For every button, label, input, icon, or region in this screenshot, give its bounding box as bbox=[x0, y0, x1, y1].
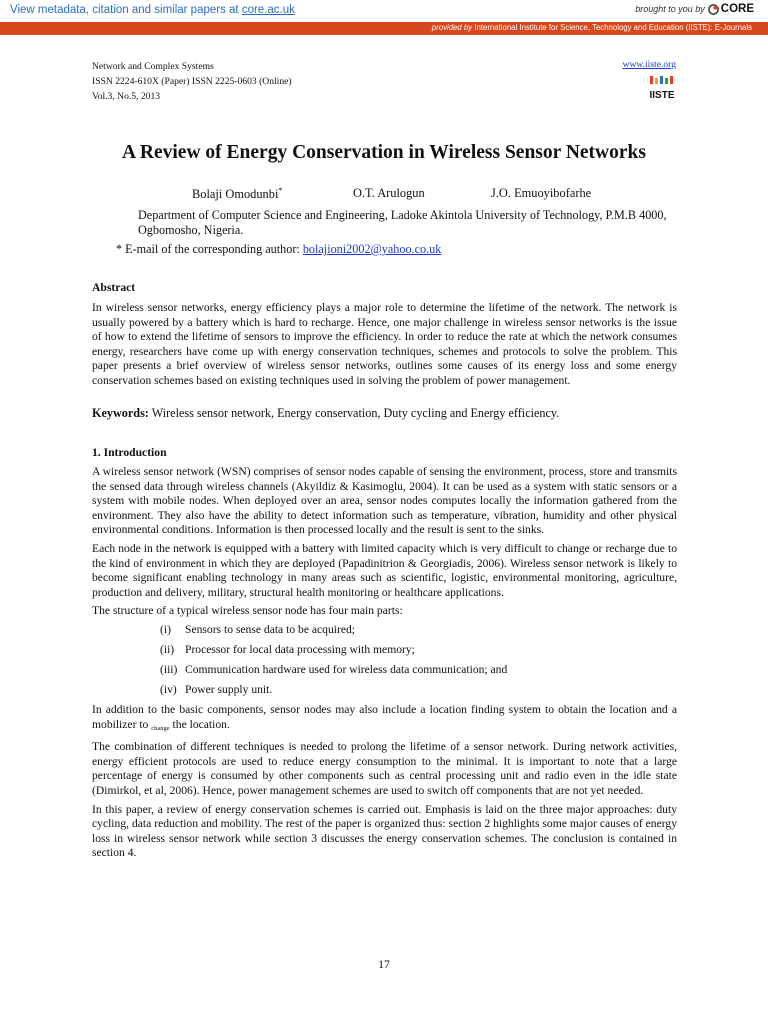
intro-paragraph-4 bbox=[92, 703, 677, 736]
intro-heading bbox=[92, 446, 677, 461]
author-3: J.O. Emuoyibofarhe bbox=[491, 186, 592, 200]
list-item-number: (iii) bbox=[160, 662, 178, 676]
intro-paragraph-2: Each node in the network is equipped with a battery with limited capacity which is very difficult to change or recharge due to the kind of environment in which they are deployed (Papadinitrion & Georgiadis, 2006). Wireless sensor network is likely to become significant enabling technology in many areas such as scientific, logistic, environmental monitoring, agriculture, production and delivery, military, structural health monitoring or healthcare applications. bbox=[92, 541, 677, 599]
keywords-label: Keywords: bbox=[92, 406, 149, 420]
brought-by-text: brought to you by bbox=[635, 4, 705, 14]
list-item bbox=[92, 663, 677, 683]
journal-header bbox=[92, 59, 292, 104]
abstract-body bbox=[92, 301, 677, 393]
p4-part-b: the location. bbox=[169, 717, 230, 731]
keywords-text: Wireless sensor network, Energy conservation, Duty cycling and Energy efficiency. bbox=[148, 406, 560, 420]
author-2: O.T. Arulogun bbox=[353, 186, 425, 200]
intro-body bbox=[92, 465, 677, 865]
page-number: 17 bbox=[378, 957, 390, 971]
intro-paragraph-1: A wireless sensor network (WSN) comprises of sensor nodes capable of sensing the environment, process, store and transmits the sensed data through wireless channels (Akyildiz & Kasimoglu, 2004). It can be used as a system with static sensors or a system with mobile nodes. When deployed over an area, sensor nodes computes locally the information gathered from the environment. They also have the ability to detect information such as temperature, vibration, humidity and other physical environmental conditions. Information is then processed locally and the result is sent to the sinks. bbox=[92, 465, 677, 537]
email-label: * E-mail of the corresponding author: bbox=[116, 242, 303, 256]
list-item-number: (iv) bbox=[160, 682, 177, 696]
p4-part-a: In addition to the basic components, sensor nodes may also include a location finding system to obtain the location and a mobilizer to bbox=[92, 702, 677, 731]
intro-paragraph-3: The structure of a typical wireless sensor node has four main parts: bbox=[92, 604, 403, 618]
journal-website-link[interactable]: www.iiste.org bbox=[622, 59, 676, 70]
journal-name: Network and Complex Systems bbox=[92, 61, 214, 72]
core-metadata-prefix: View metadata, citation and similar papers at bbox=[10, 4, 242, 16]
journal-issn: ISSN 2224-610X (Paper) ISSN 2225-0603 (Online) bbox=[92, 76, 292, 87]
list-item-number: (ii) bbox=[160, 642, 175, 656]
node-parts-list bbox=[92, 623, 677, 703]
abstract-heading bbox=[92, 281, 677, 296]
core-logo-icon bbox=[708, 4, 719, 15]
intro-heading-text: 1. Introduction bbox=[92, 446, 167, 459]
corresponding-email bbox=[116, 242, 441, 257]
core-name: CORE bbox=[720, 3, 754, 15]
core-metadata-link[interactable] bbox=[10, 4, 295, 16]
provider-bar bbox=[0, 22, 768, 35]
iiste-logo-icon bbox=[648, 75, 676, 101]
author-1 bbox=[192, 186, 282, 202]
corresponding-mark: * bbox=[278, 186, 283, 195]
list-item-text: Power supply unit. bbox=[185, 682, 273, 696]
provider-name: International Institute for Science, Technology and Education (IISTE): E-Journals bbox=[474, 23, 752, 32]
logo-text: IISTE bbox=[649, 90, 675, 101]
core-ac-uk-link[interactable]: core.ac.uk bbox=[241, 4, 295, 16]
author-1-name: Bolaji Omodunbi bbox=[192, 187, 279, 202]
core-banner bbox=[0, 0, 768, 23]
list-item-text: Communication hardware used for wireless data communication; and bbox=[185, 662, 508, 676]
provider-text[interactable] bbox=[432, 23, 752, 32]
affiliation: Department of Computer Science and Engineering, Ladoke Akintola University of Technology, P.M.B 4000, Ogbomosho, Nigeria. bbox=[138, 208, 667, 237]
brought-by-core[interactable] bbox=[635, 3, 754, 15]
list-item-text: Sensors to sense data to be acquired; bbox=[185, 622, 355, 636]
list-item bbox=[92, 643, 677, 663]
intro-paragraph-6: In this paper, a review of energy conservation schemes is carried out. Emphasis is laid on the three major approaches: duty cycling, data reduction and mobility. The rest of the paper is organized thus: section 2 highlights some major causes of energy loss in wireless sensor network while section 3 discusses the energy conservation schemes. The conclusion is contained in section 4. bbox=[92, 802, 677, 860]
email-link[interactable]: bolajioni2002@yahoo.co.uk bbox=[302, 242, 442, 256]
provided-by-label: provided by bbox=[431, 23, 473, 32]
keywords bbox=[92, 406, 677, 421]
list-item-number: (i) bbox=[160, 622, 171, 636]
intro-paragraph-5: The combination of different techniques is needed to prolong the lifetime of a sensor network. During network activities, energy efficient protocols are used to reduce energy consumption to the minimal. It is important to note that a large percentage of energy is consumed by other components such as central processing unit and radio even in the idle state (Dimirkol, et al, 2006). Hence, power management schemes are used to switch off components that are not yet needed. bbox=[92, 740, 677, 797]
core-logo bbox=[708, 3, 754, 15]
abstract-text: In wireless sensor networks, energy efficiency plays a major role to determine the lifetime of the network. The network is usually powered by a battery which is hard to recharge. Hence, one major challenge in wireless sensor networks is the issue of how to extend the lifetime of sensors to improve the efficiency. In order to reduce the rate at which the network consumes energy, researchers have come up with energy conservation techniques, schemes and protocols to solve the problem. This paper presents a brief overview of wireless sensor networks, outlines some causes of its energy loss and some energy conservation schemes based on existing techniques used in solving the problem of power management. bbox=[92, 301, 677, 387]
list-item-text: Processor for local data processing with memory; bbox=[185, 642, 415, 656]
p4-small-word: change bbox=[151, 724, 170, 732]
list-item bbox=[92, 683, 677, 703]
paper-title: A Review of Energy Conservation in Wireless Sensor Networks bbox=[122, 142, 646, 163]
journal-volume: Vol.3, No.5, 2013 bbox=[92, 91, 161, 102]
abstract-heading-text: Abstract bbox=[92, 281, 136, 294]
list-item bbox=[92, 623, 677, 643]
